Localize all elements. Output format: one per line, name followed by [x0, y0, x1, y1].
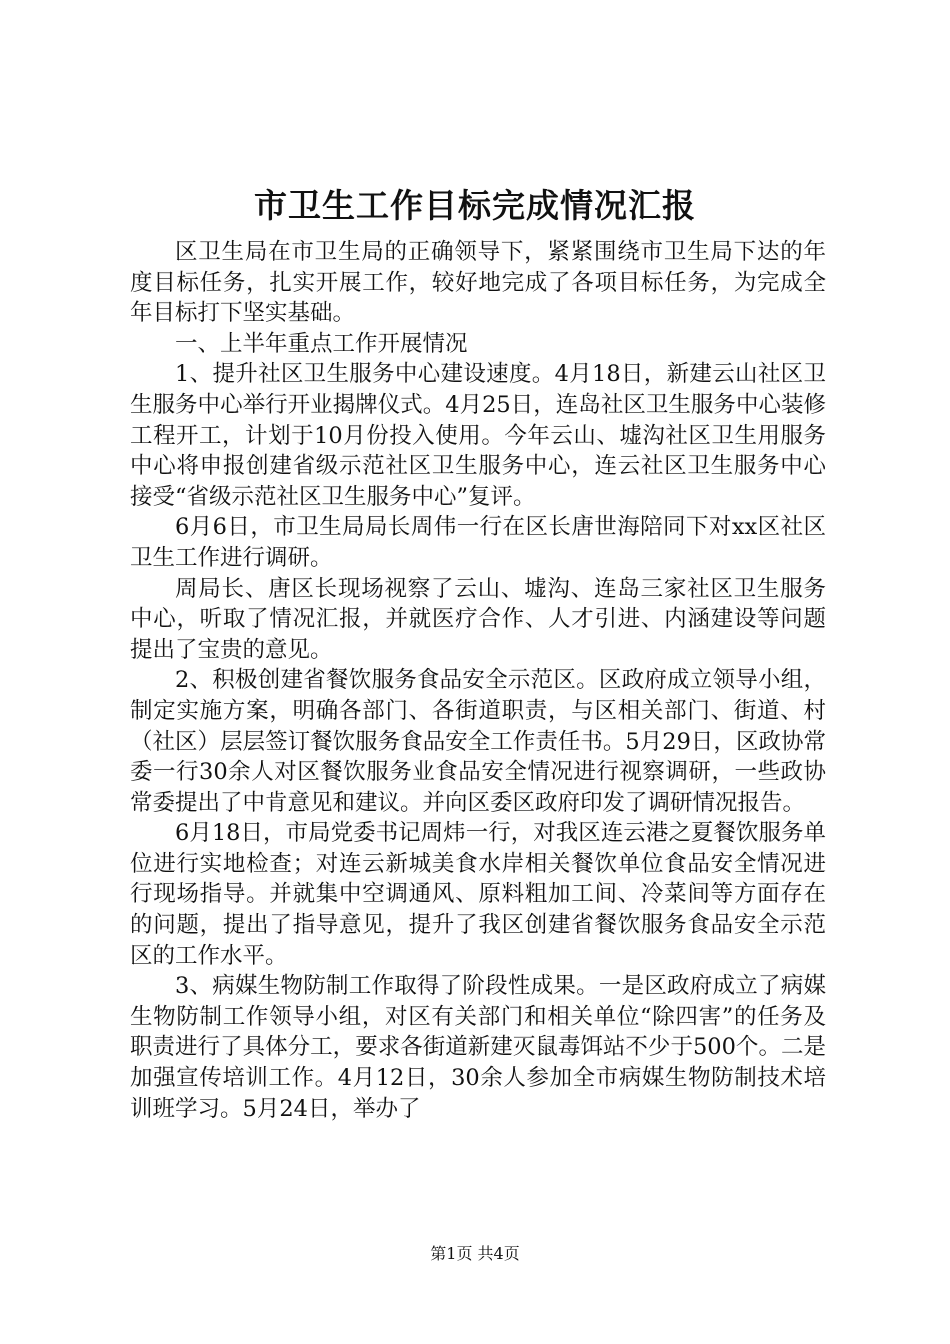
page-number-footer: 第1页 共4页 [430, 1244, 520, 1263]
document-title: 市卫生工作目标完成情况汇报 [254, 186, 696, 225]
document-body [130, 237, 826, 1124]
paragraph: 6月6日，市卫生局局长周伟一行在区长唐世海陪同下对xx区社区卫生工作进行调研。 [130, 514, 826, 571]
paragraph: 周局长、唐区长现场视察了云山、墟沟、连岛三家社区卫生服务中心，听取了情况汇报，并就医疗合作、人才引进、内涵建设等问题提出了宝贵的意见。 [130, 575, 826, 663]
paragraph: 1、提升社区卫生服务中心建设速度。4月18日，新建云山社区卫生服务中心举行开业揭牌仪式。4月25日，连岛社区卫生服务中心装修工程开工，计划于10月份投入使用。今年云山、墟沟社区卫生用服务中心将申报创建省级示范社区卫生服务中心，连云社区卫生服务中心接受“省级示范社区卫生服务中心”复评。 [130, 361, 826, 510]
paragraph: 2、积极创建省餐饮服务食品安全示范区。区政府成立领导小组，制定实施方案，明确各部门、各街道职责，与区相关部门、街道、村（社区）层层签订餐饮服务食品安全工作责任书。5月29日，区政协常委一行30余人对区餐饮服务业食品安全情况进行视察调研，一些政协常委提出了中肯意见和建议。并向区委区政府印发了调研情况报告。 [130, 667, 826, 816]
paragraph: 6月18日，市局党委书记周炜一行，对我区连云港之夏餐饮服务单位进行实地检查；对连云新城美食水岸相关餐饮单位食品安全情况进行现场指导。并就集中空调通风、原料粗加工间、冷菜间等方面存在的问题，提出了指导意见，提升了我区创建省餐饮服务食品安全示范区的工作水平。 [130, 820, 826, 969]
paragraph: 区卫生局在市卫生局的正确领导下，紧紧围绕市卫生局下达的年度目标任务，扎实开展工作，较好地完成了各项目标任务，为完成全年目标打下坚实基础。 [130, 239, 826, 327]
paragraph: 3、病媒生物防制工作取得了阶段性成果。一是区政府成立了病媒生物防制工作领导小组，对区有关部门和相关单位“除四害”的任务及职责进行了具体分工，要求各街道新建灭鼠毒饵站不少于500个。二是加强宣传培训工作。4月12日，30余人参加全市病媒生物防制技术培训班学习。5月24日，举办了 [130, 973, 826, 1122]
section-heading: 一、上半年重点工作开展情况 [175, 330, 468, 357]
